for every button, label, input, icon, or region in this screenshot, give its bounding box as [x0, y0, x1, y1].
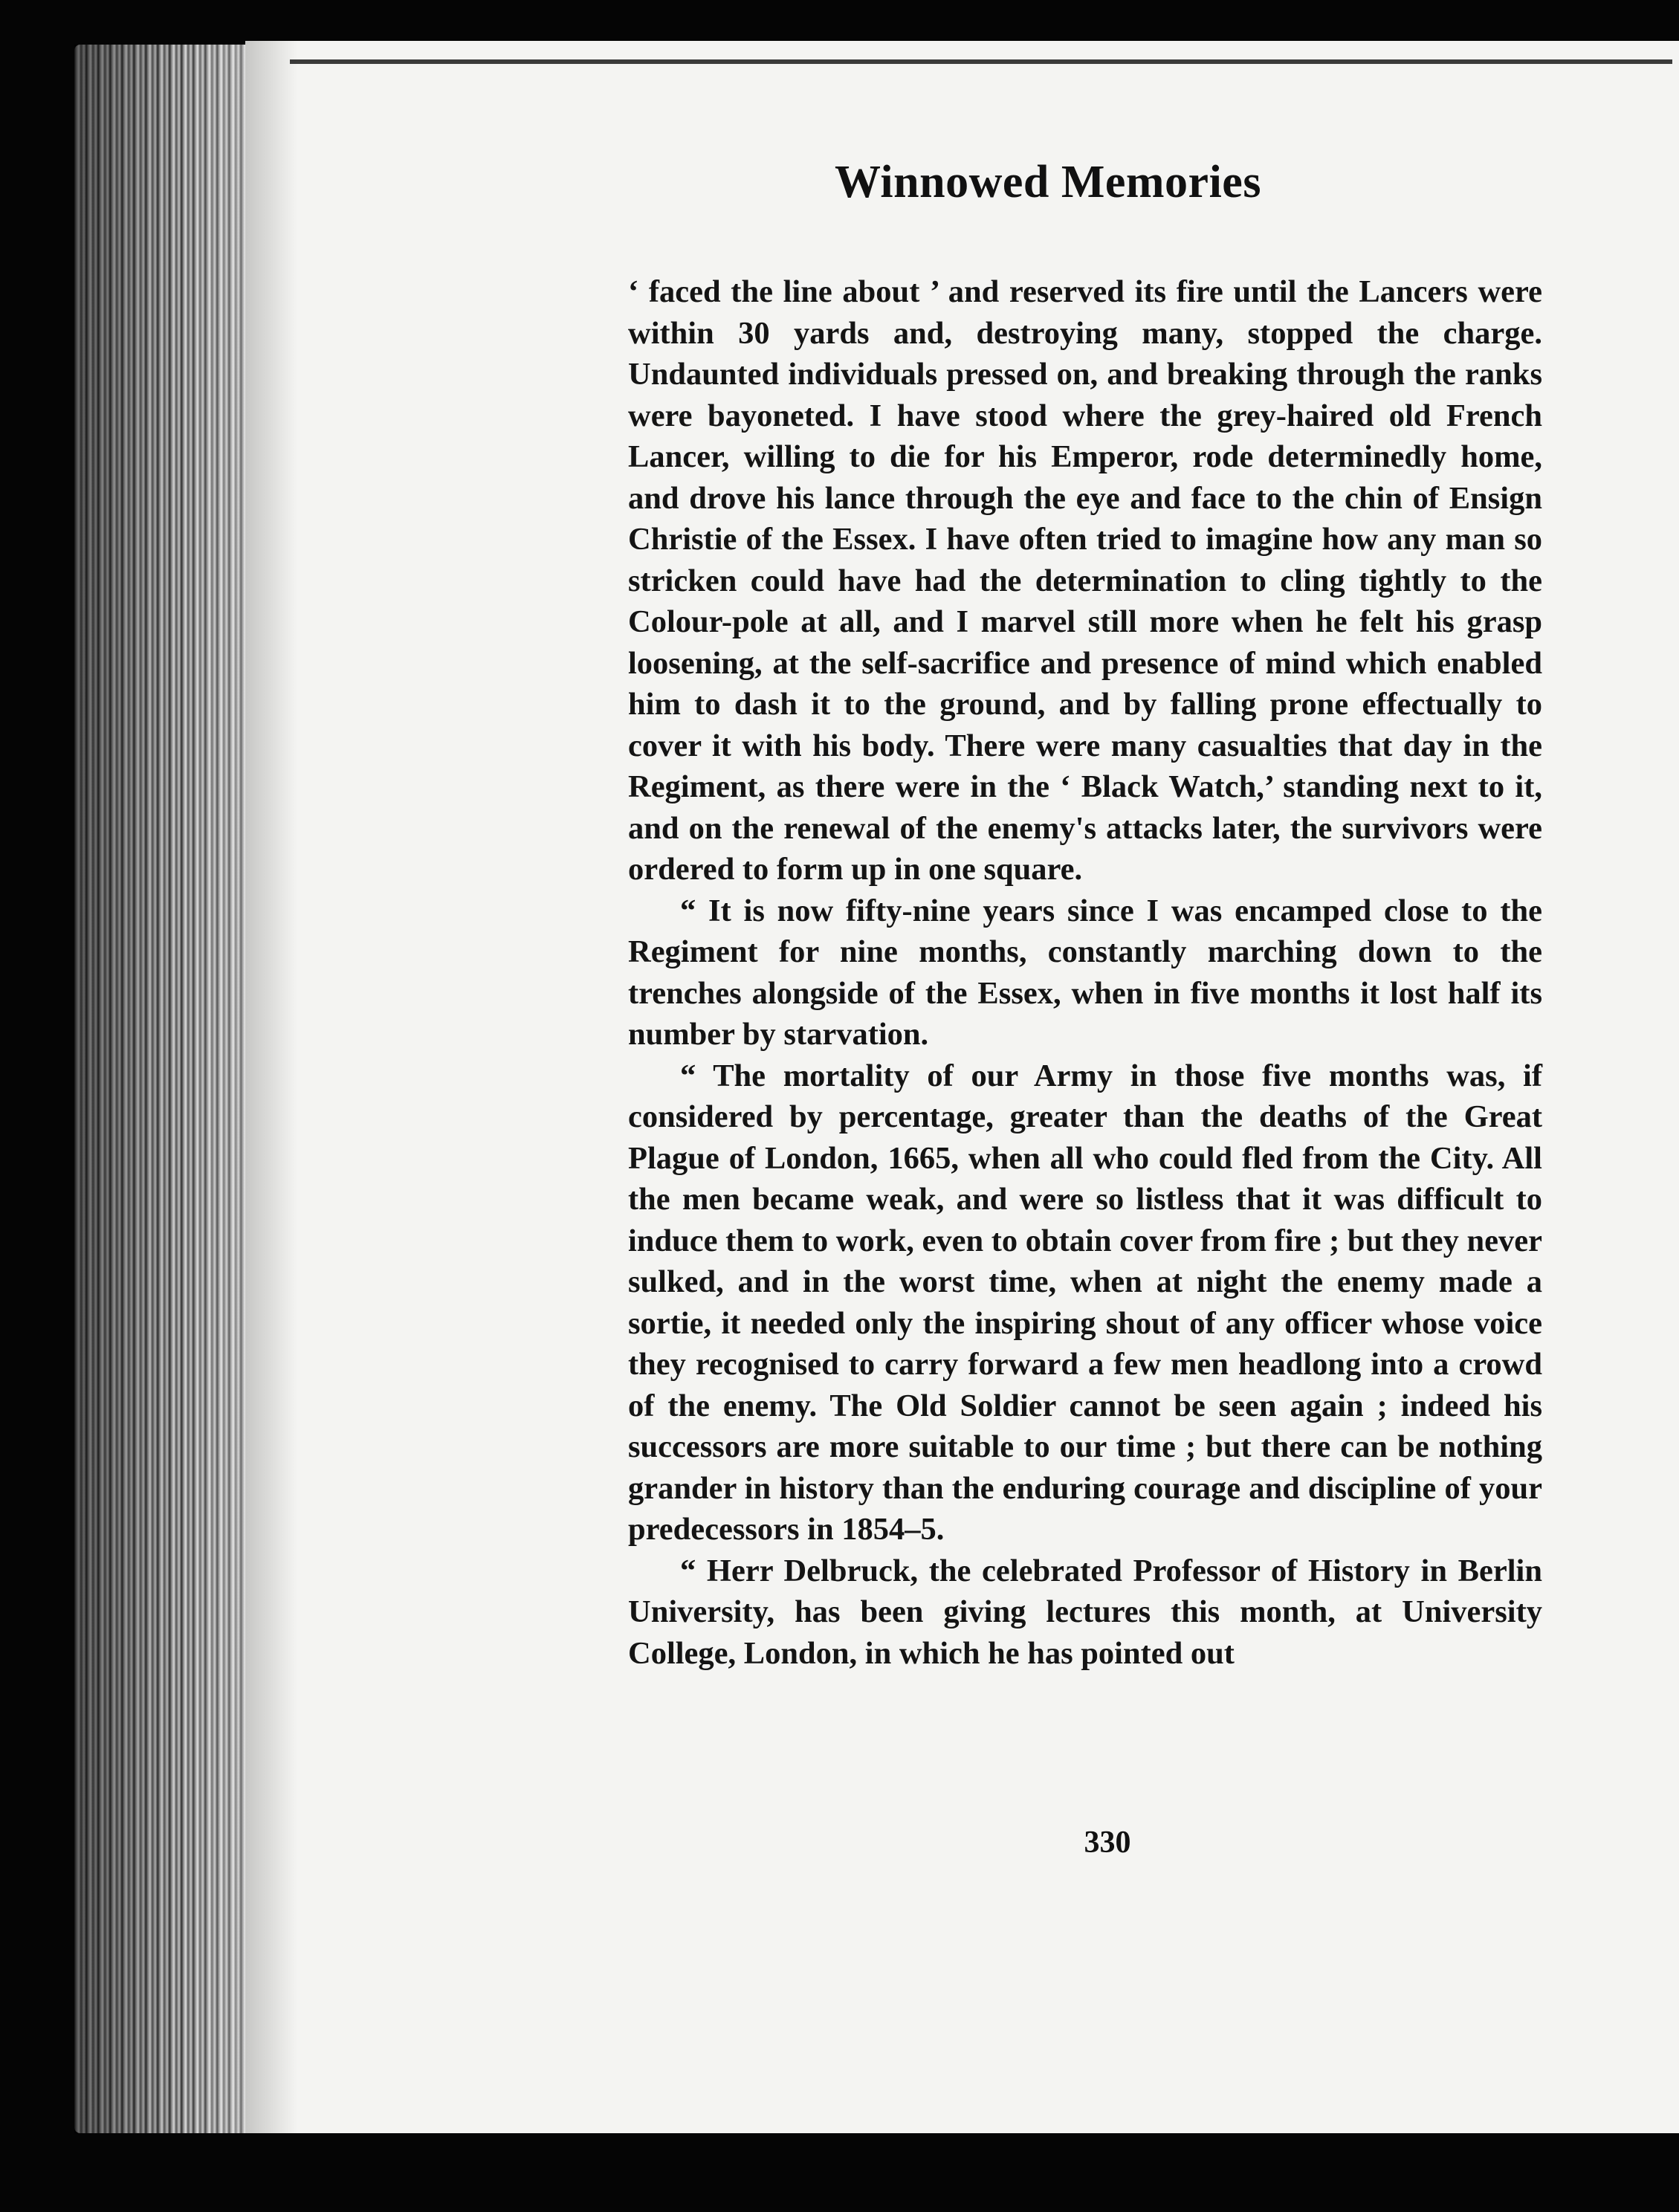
paragraph-4: “ Herr Delbruck, the celebrated Professor of History in Berlin University, has been giving lectures this month, at University College, London, in which he has pointed out: [628, 1553, 1542, 1671]
body-text: [628, 271, 1542, 1674]
paragraph-1: ‘ faced the line about ’ and reserved its fire until the Lancers were within 30 yards and, destroying many, stopped the charge. Undaunted individuals pressed on, and breaking through the ranks were bayoneted. I have stood where the grey-haired old French Lancer, willing to die for his Emperor, rode determinedly home, and drove his lance through the eye and face to the chin of Ensign Christie of the Essex. I have often tried to imagine how any man so stricken could have had the determination to cling tightly to the Colour-pole at all, and I marvel still more when he felt his grasp loosening, at the self-sacrifice and presence of mind which enabled him to dash it to the ground, and by falling prone effectually to cover it with his body. There were many casualties that day in the Regiment, as there were in the ‘ Black Watch,’ standing next to it, and on the renewal of the enemy's attacks later, the survivors were ordered to form up in one square.: [628, 274, 1542, 887]
page-top-rule: [290, 59, 1672, 64]
paragraph-2: “ It is now fifty-nine years since I was encamped close to the Regiment for nine months, constantly marching down to the trenches alongside of the Essex, when in five months it lost half its number by starvation.: [628, 893, 1542, 1052]
book-page-edges: [74, 45, 268, 2133]
paragraph-3: “ The mortality of our Army in those five months was, if considered by percentage, greater than the deaths of the Great Plague of London, 1665, when all who could fled from the City. All the men became weak, and were so listless that it was difficult to induce them to work, even to obtain cover from fire ; but they never sulked, and in the worst time, when at night the enemy made a sortie, it needed only the inspiring shout of any officer whose voice they recognised to carry forward a few men headlong into a crowd of the enemy. The Old Soldier cannot be seen again ; indeed his successors are more suitable to our time ; but there can be nothing grander in history than the enduring courage and discipline of your predecessors in 1854–5.: [628, 1058, 1542, 1547]
page-number: 330: [1084, 1825, 1131, 1860]
running-head: Winnowed Memories: [835, 157, 1261, 207]
